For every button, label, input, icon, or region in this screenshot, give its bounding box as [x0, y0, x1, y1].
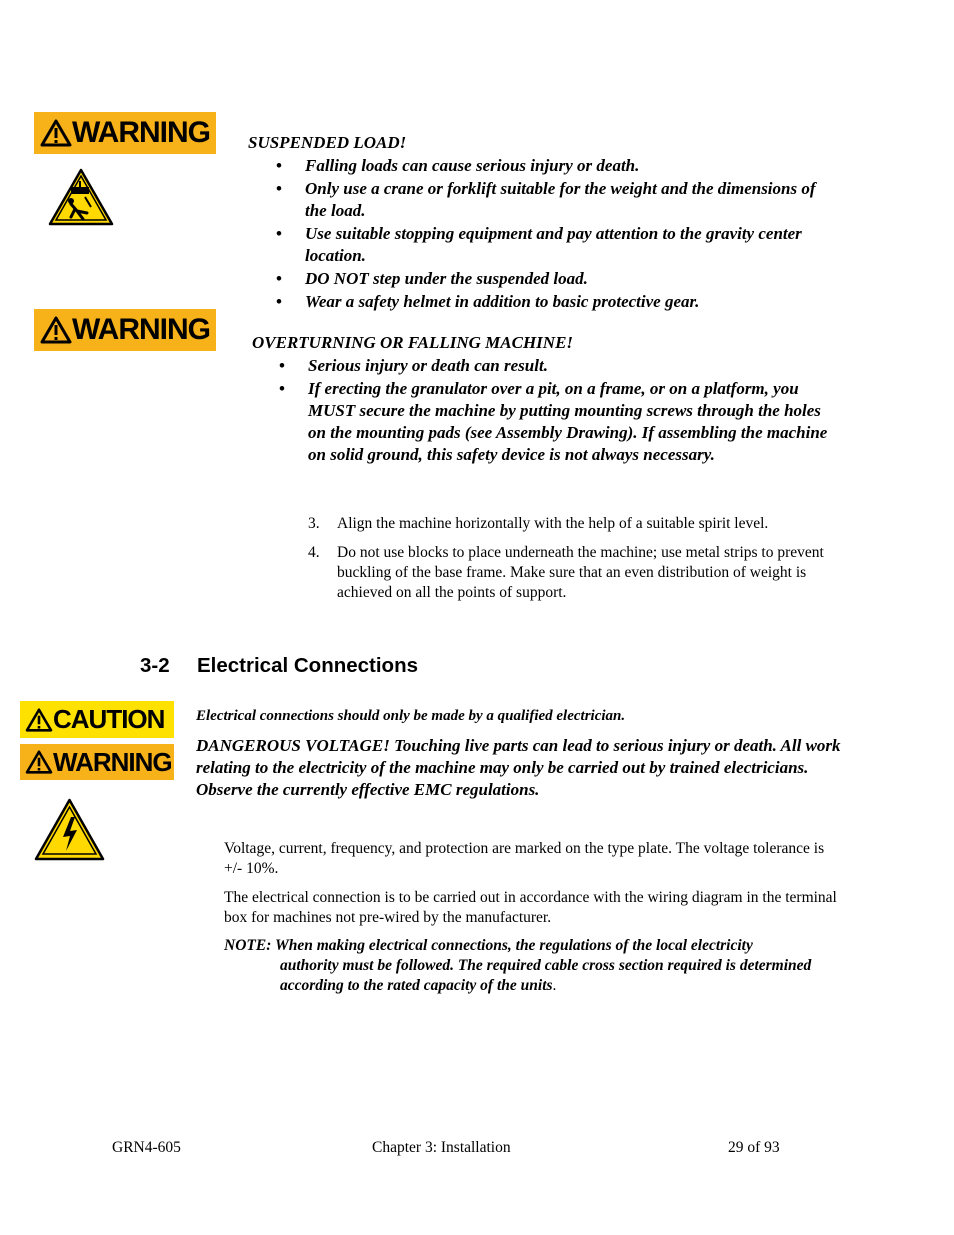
suspended-load-list — [276, 155, 825, 313]
footer-doc-id: GRN4-605 — [112, 1139, 181, 1156]
warning-label-text: WARNING — [72, 313, 210, 346]
warning-triangle-icon — [25, 708, 53, 732]
voltage-paragraph: Voltage, current, frequency, and protection are marked on the type plate. The voltage tolerance is +/- 10%. — [224, 840, 825, 877]
warning-text: DANGEROUS VOLTAGE! Touching live parts can lead to serious injury or death. All work relating to the electricity of the machine may only be carried out by trained electricians. Observe the currently effective EMC regulations. — [196, 736, 841, 799]
list-item: • DO NOT step under the suspended load. — [276, 269, 588, 288]
warning-label-electrical — [20, 744, 174, 780]
caution-label — [20, 701, 174, 738]
list-item: • Wear a safety helmet in addition to basic protective gear. — [276, 292, 700, 311]
warning-label-overturning — [34, 309, 216, 351]
section-heading — [140, 654, 418, 678]
suspended-load-title: SUSPENDED LOAD! — [248, 133, 407, 152]
overturning-title: OVERTURNING OR FALLING MACHINE! — [252, 333, 574, 352]
warning-triangle-icon — [40, 119, 72, 147]
section-number: 3-2 — [140, 654, 170, 677]
section-title: Electrical Connections — [197, 654, 419, 677]
warning-triangle-icon — [40, 316, 72, 344]
overturning-list — [279, 355, 838, 466]
footer-chapter: Chapter 3: Installation — [372, 1139, 511, 1156]
caution-label-text: CAUTION — [53, 704, 165, 734]
list-item: 3. Align the machine horizontally with the help of a suitable spirit level. — [308, 515, 769, 532]
list-item: 4. Do not use blocks to place underneath the machine; use metal strips to prevent buckling of the base frame. Make sure that an even distribution of weight is achieved on all the points of support. — [308, 544, 824, 601]
list-item: • Falling loads can cause serious injury or death. — [276, 156, 640, 175]
electrical-note — [224, 936, 824, 996]
warning-label-suspended-load — [34, 112, 216, 154]
list-item: • Serious injury or death can result. — [279, 356, 548, 375]
warning-label-text: WARNING — [53, 746, 172, 777]
wiring-paragraph: The electrical connection is to be carried out in accordance with the wiring diagram in the terminal box for machines not pre-wired by the manufacturer. — [224, 889, 837, 926]
footer-page-number: 29 of 93 — [728, 1139, 780, 1156]
high-voltage-icon — [33, 797, 106, 862]
caution-text: Electrical connections should only be made by a qualified electrician. — [196, 708, 626, 724]
warning-triangle-icon — [25, 750, 53, 774]
list-item: • Use suitable stopping equipment and pay attention to the gravity center location. — [276, 224, 802, 265]
suspended-load-icon — [47, 167, 115, 227]
list-item: • If erecting the granulator over a pit, on a frame, or on a platform, you MUST secure the machine by putting mounting screws through the holes on the mounting pads (see Assembly Drawing). If assembling the machine on solid ground, this safety device is not always necessary. — [279, 379, 828, 464]
warning-label-text: WARNING — [72, 116, 210, 149]
installation-steps — [308, 514, 837, 603]
note-rest: authority must be followed. The required cable cross section required is determined according to the rated capacity of the units. — [280, 957, 812, 994]
note-lead: NOTE: When making electrical connections, the regulations of the local electricity — [224, 937, 753, 954]
list-item: • Only use a crane or forklift suitable for the weight and the dimensions of the load. — [276, 179, 816, 220]
